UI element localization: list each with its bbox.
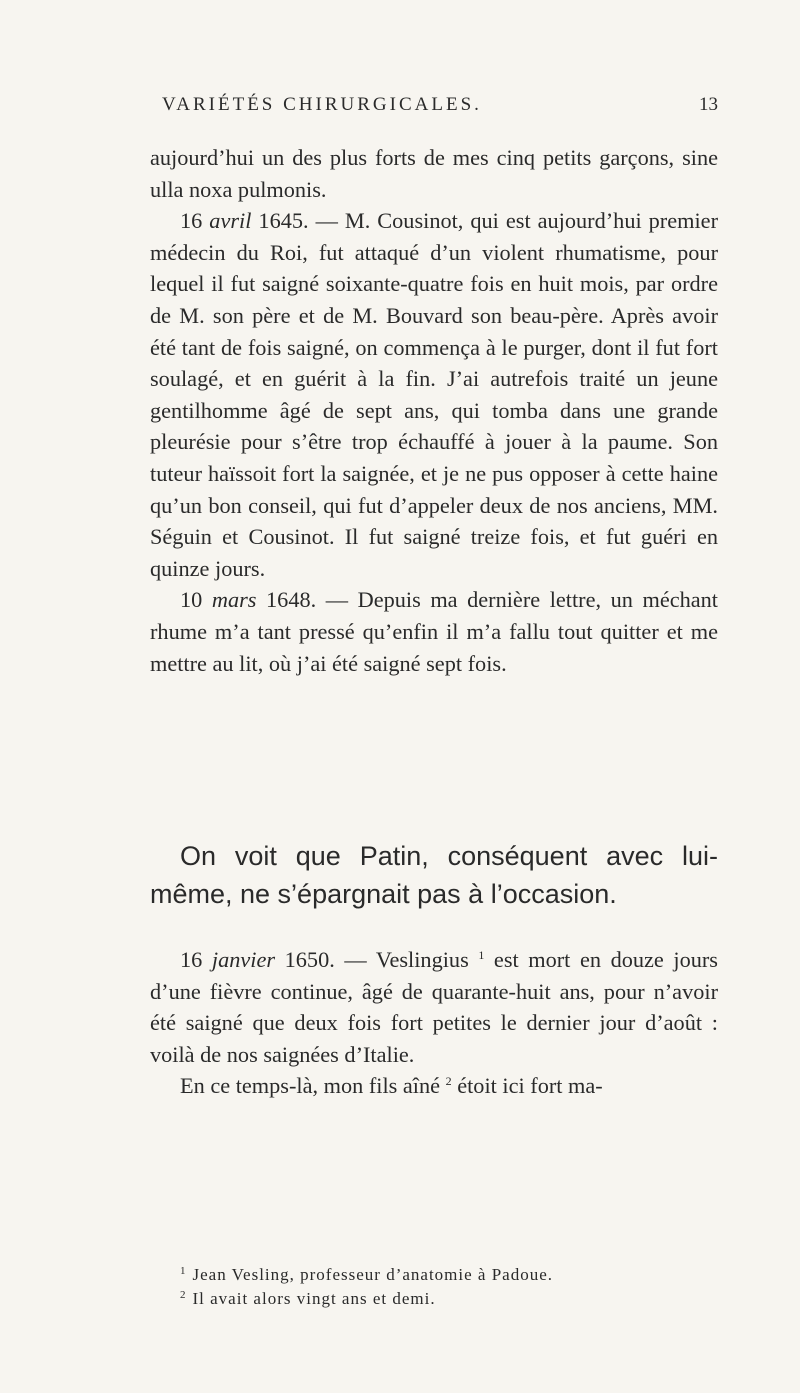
entry-date-day: 10 — [180, 587, 203, 613]
footnote-ref: 2 — [445, 1074, 452, 1089]
entry-date-day: 16 — [180, 947, 203, 972]
paragraph-text: 1645. — M. Cousinot, qui est aujourd’hui premier médecin du Roi, fut attaqué d’un violent rhumatisme, pour lequel il fut saigné soixante-quatre fois en huit mois, par ordre de M. son père et de M. Bouvard son beau-père. Après avoir été tant de fois saigné, on commença à le purger, dont il fut fort soulagé, et en guérit à la fin. J’ai autrefois traité un jeune gentilhomme âgé de sept ans, qui tomba dans une grande pleurésie pour s’être trop échauffé à jouer à la paume. Son tuteur haïssoit fort la saignée, et je ne pus opposer à cette haine qu’un bon conseil, qui fut d’appeler deux de nos anciens, MM. Séguin et Cousinot. Il fut saigné treize fois, et fut guéri en quinze jours. — [150, 208, 718, 581]
paragraph — [150, 584, 718, 679]
paragraph — [150, 944, 718, 1070]
footnotes — [150, 1263, 718, 1311]
footnote-text: Jean Vesling, professeur d’anatomie à Padoue. — [192, 1265, 554, 1284]
paragraph-text: est mort en douze jours d’une fièvre continue, âgé de quarante-huit ans, pour n’avoir été saigné que deux fois fort petites le dernier jour d’août : voilà de nos saignées d’Italie. — [150, 947, 718, 1067]
commentary-paragraph: On voit que Patin, conséquent avec lui-même, ne s’épargnait pas à l’occasion. — [150, 841, 718, 909]
entry-date-day: 16 — [180, 208, 203, 234]
footnote-ref: 1 — [478, 948, 485, 962]
running-title: VARIÉTÉS CHIRURGICALES. — [162, 94, 482, 115]
paragraph — [150, 205, 718, 584]
paragraph-text: 1650. — Veslingius — [275, 947, 469, 972]
paragraph-text: aujourd’hui un des plus forts de mes cinq petits garçons, sine ulla noxa pulmonis. — [150, 145, 718, 202]
paragraph-text: En ce temps-là, mon fils aîné — [180, 1073, 441, 1099]
footnote-text: Il avait alors vingt ans et demi. — [192, 1289, 436, 1308]
footnote — [150, 1287, 718, 1311]
entry-date-month: janvier — [211, 947, 276, 972]
page-number: 13 — [699, 94, 718, 115]
paragraph-text: 1648. — Depuis ma dernière lettre, un méchant rhume m’a tant pressé qu’enfin il m’a fallu tout quitter et me mettre au lit, où j’ai été saigné sept fois. — [150, 587, 718, 676]
running-header — [150, 94, 718, 120]
footnote-mark: 1 — [180, 1265, 187, 1277]
footnote-mark: 2 — [180, 1289, 187, 1301]
main-text — [150, 142, 718, 679]
paragraph — [150, 142, 718, 205]
main-text-continued — [150, 944, 718, 1102]
footnote — [150, 1263, 718, 1287]
entry-date-month: avril — [209, 208, 252, 234]
entry-date-month: mars — [211, 587, 257, 613]
paragraph — [150, 1070, 718, 1102]
paragraph-text: étoit ici fort ma- — [451, 1073, 603, 1099]
